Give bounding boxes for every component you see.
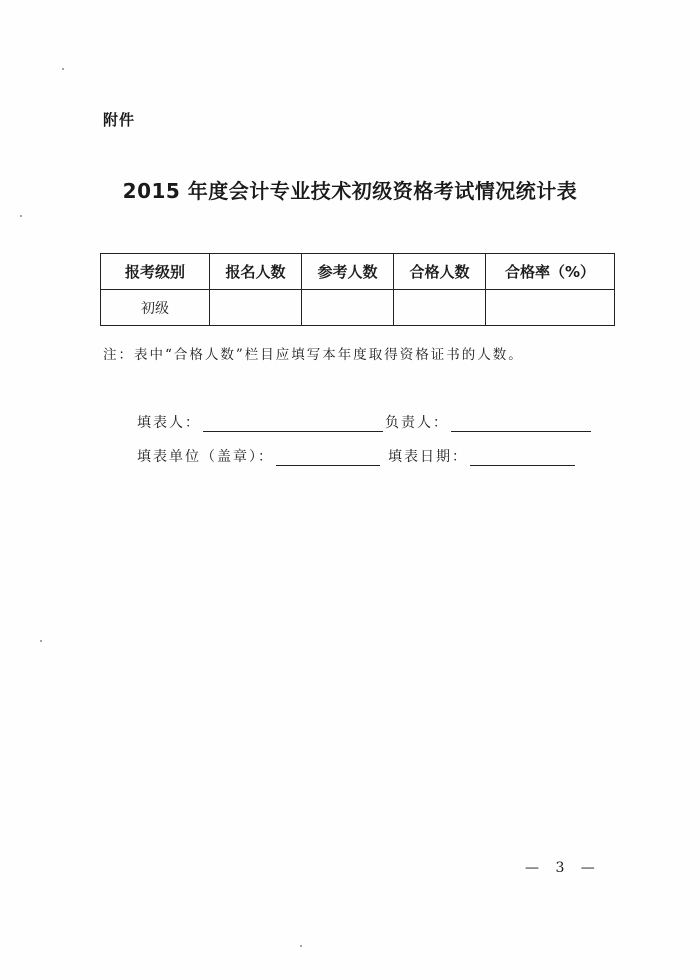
cell-pass-rate	[486, 290, 615, 326]
statistics-table	[100, 253, 615, 326]
unit-label: 填表单位（盖章）：	[137, 449, 274, 465]
scan-speck	[300, 945, 302, 947]
cell-exam-level: 初级	[101, 290, 210, 326]
header-pass-rate: 合格率（%）	[486, 254, 615, 290]
header-passed-count: 合格人数	[394, 254, 486, 290]
scan-speck	[62, 68, 64, 70]
header-registered-count: 报名人数	[210, 254, 302, 290]
header-attended-count: 参考人数	[302, 254, 394, 290]
table-header-row	[101, 254, 615, 290]
scan-speck	[20, 215, 22, 217]
table-row	[101, 290, 615, 326]
document-title: 2015 年度会计专业技术初级资格考试情况统计表	[122, 179, 578, 203]
cell-passed-count	[394, 290, 486, 326]
table-note: 注：表中“合格人数”栏目应填写本年度取得资格证书的人数。	[103, 347, 524, 363]
unit-blank-line	[276, 449, 380, 466]
attachment-label: 附件	[103, 111, 136, 129]
cell-attended-count	[302, 290, 394, 326]
page-number: — 3 —	[525, 860, 601, 876]
date-blank-line	[470, 449, 575, 466]
date-label: 填表日期：	[388, 449, 468, 465]
scan-speck	[40, 640, 42, 642]
filler-label: 填表人：	[137, 415, 201, 431]
signature-row-1	[137, 412, 593, 432]
responsible-label: 负责人：	[385, 415, 449, 431]
filler-blank-line	[203, 415, 383, 432]
signature-row-2	[137, 446, 577, 466]
cell-registered-count	[210, 290, 302, 326]
responsible-blank-line	[451, 415, 591, 432]
header-exam-level: 报考级别	[101, 254, 210, 290]
